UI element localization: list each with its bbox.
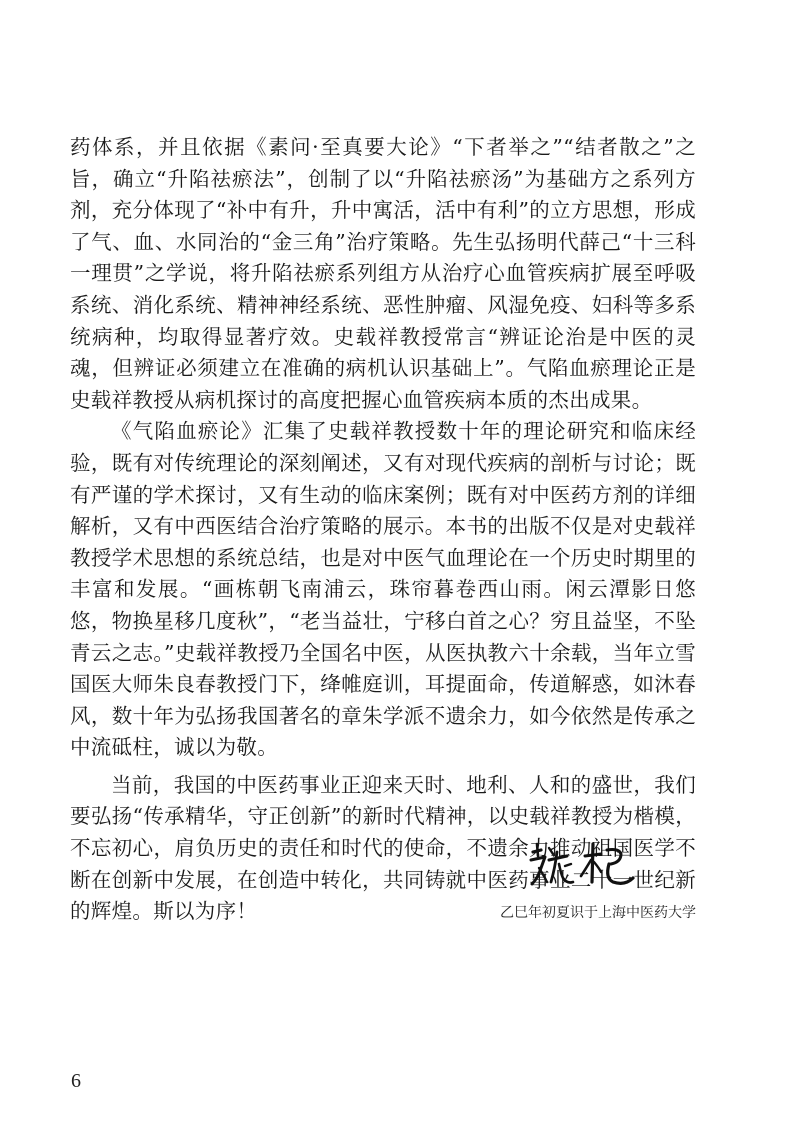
signature-dateline: 乙巳年初夏识于上海中医药大学 (500, 905, 696, 921)
handwritten-signature (527, 838, 637, 894)
paragraph-book-summary: 《气陷血瘀论》汇集了史载祥教授数十年的理论研究和临床经验，既有对传统理论的深刻阐述，又有对现代疾病的剖析与讨论；既有严谨的学术探讨，又有生动的临床案例；既有对中医药方剂的详细解析，又有中西医结合治疗策略的展示。本书的出版不仅是对史载祥教授学术思想的系统总结，也是对中医气血理论在一个历史时期里的丰富和发展。“画栋朝飞南浦云，珠帘暮卷西山雨。闲云潭影日悠悠，物换星移几度秋”，“老当益壮，宁移白首之心？穷且益坚，不坠青云之志。”史载祥教授乃全国名中医，从医执教六十余载，当年立雪国医大师朱良春教授门下，绛帷庭训，耳提面命，传道解惑，如沐春风，数十年为弘扬我国著名的章朱学派不遗余力，如今依然是传承之中流砥柱，诚以为敬。 (70, 419, 696, 760)
body-text (70, 132, 696, 928)
page-number: 6 (71, 1070, 81, 1092)
paragraph-continued: 药体系，并且依据《素问·至真要大论》“下者举之”“结者散之”之旨，确立“升陷祛瘀法”，创制了以“升陷祛瘀汤”为基础方之系列方剂，充分体现了“补中有升，升中寓活，活中有利”的立方思想，形成了气、血、水同治的“金三角”治疗策略。先生弘扬明代薛己“十三科一理贯”之学说，将升陷祛瘀系列组方从治疗心血管疾病扩展至呼吸系统、消化系统、精神神经系统、恶性肿瘤、风湿免疫、妇科等多系统病种，均取得显著疗效。史载祥教授常言“辨证论治是中医的灵魂，但辨证必须建立在准确的病机认识基础上”。气陷血瘀理论正是史载祥教授从病机探讨的高度把握心血管疾病本质的杰出成果。 (70, 135, 696, 412)
paragraph-closing: 当前，我国的中医药事业正迎来天时、地利、人和的盛世，我们要弘扬“传承精华，守正创新”的新时代精神，以史载祥教授为楷模，不忘初心，肩负历史的责任和时代的使命，不遗余力推动祖国医学不断在创新中发展，在创造中转化，共同铸就中医药事业二十一世纪新的辉煌。斯以为序！ (70, 772, 696, 924)
signature-calligraphy-icon (527, 838, 637, 894)
